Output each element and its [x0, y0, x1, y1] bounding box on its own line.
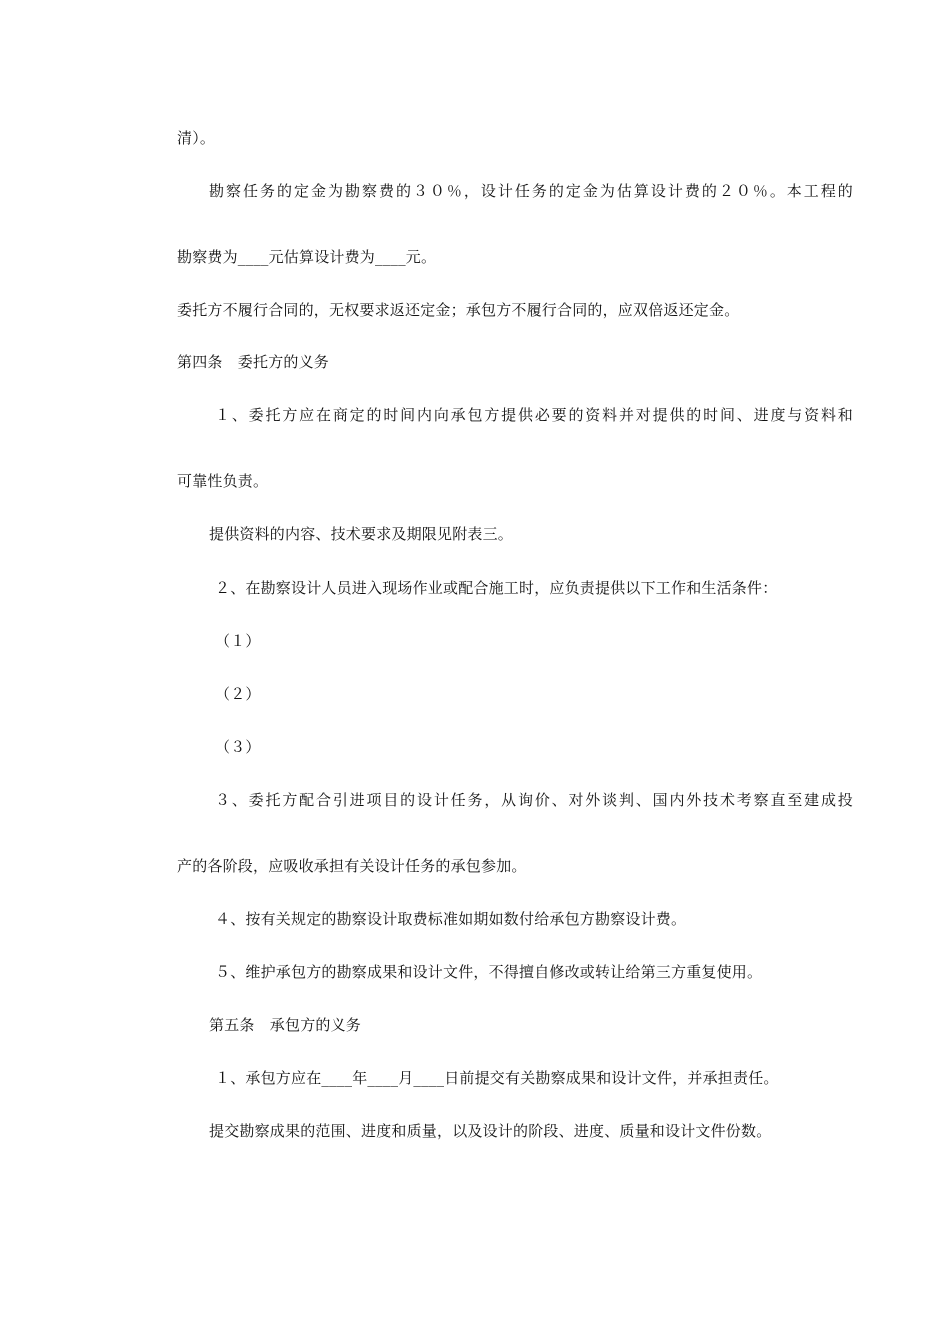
text-line-submission-scope: 提交勘察成果的范围、进度和质量，以及设计的阶段、进度、质量和设计文件份数。: [209, 1122, 772, 1140]
section-heading-article-5: 第五条 承包方的义务: [209, 1016, 362, 1034]
text-line-duty-3-cont: 产的各阶段，应吸收承担有关设计任务的承包参加。: [177, 857, 527, 875]
text-line-contractor-duty-1: １、承包方应在____年____月____日前提交有关勘察成果和设计文件，并承担责任。: [215, 1069, 779, 1087]
text-line-duty-5: ５、维护承包方的勘察成果和设计文件，不得擅自修改或转让给第三方重复使用。: [215, 963, 763, 981]
text-line-duty-1: １、委托方应在商定的时间内向承包方提供必要的资料并对提供的时间、进度与资料和: [215, 406, 853, 424]
text-line-fee-amounts: 勘察费为____元估算设计费为____元。: [177, 248, 437, 266]
text-line-duty-2: ２、在勘察设计人员进入现场作业或配合施工时，应负责提供以下工作和生活条件：: [215, 579, 778, 597]
list-item-condition-1: （１）: [215, 632, 261, 650]
text-line-duty-1-cont: 可靠性负责。: [177, 472, 269, 490]
list-item-condition-2: （２）: [215, 685, 261, 703]
text-line-duty-4: ４、按有关规定的勘察设计取费标准如期如数付给承包方勘察设计费。: [215, 910, 687, 928]
text-line-duty-3: ３、委托方配合引进项目的设计任务，从询价、对外谈判、国内外技术考察直至建成投: [215, 791, 853, 809]
list-item-condition-3: （３）: [215, 738, 261, 756]
text-line-materials-content: 提供资料的内容、技术要求及期限见附表三。: [209, 525, 514, 543]
text-line-deposit-close: 清）。: [177, 129, 216, 147]
text-line-breach-deposit: 委托方不履行合同的，无权要求返还定金；承包方不履行合同的，应双倍返还定金。: [177, 301, 740, 319]
text-line-deposit-amount: 勘察任务的定金为勘察费的３０％，设计任务的定金为估算设计费的２０％。本工程的: [209, 182, 853, 200]
section-heading-article-4: 第四条 委托方的义务: [177, 353, 330, 371]
